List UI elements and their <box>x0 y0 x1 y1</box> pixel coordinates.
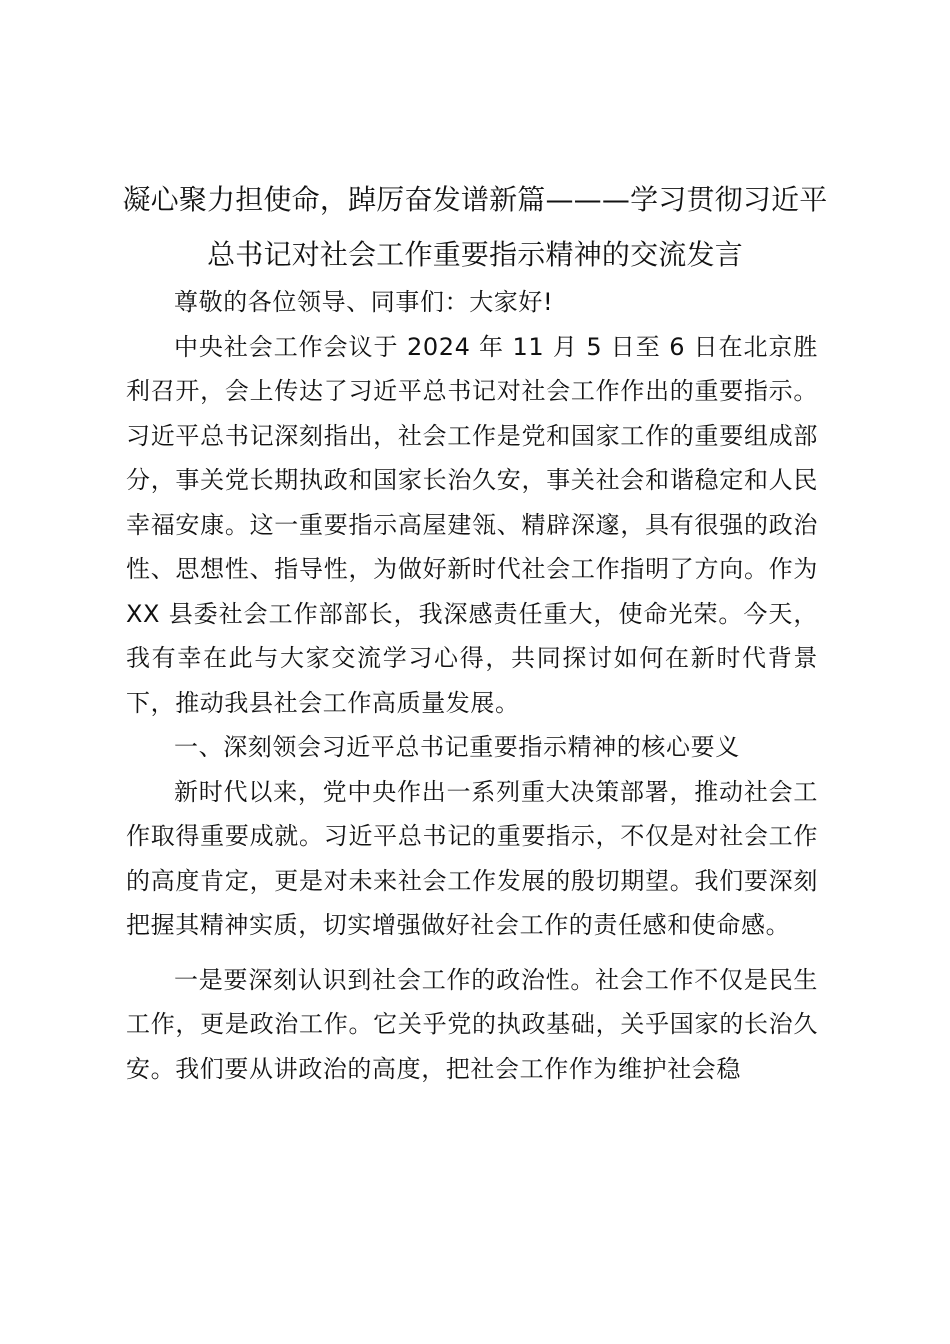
paragraph-section-1: 新时代以来，党中央作出一系列重大决策部署，推动社会工作取得重要成就。习近平总书记的重要指示，不仅是对社会工作的高度肯定，更是对未来社会工作发展的殷切期望。我们要深刻把握其精神实质，切实增强做好社会工作的责任感和使命感。 <box>126 777 818 939</box>
greeting: 尊敬的各位领导、同事们：大家好! <box>174 288 554 316</box>
paragraph-intro: 中央社会工作会议于 2024 年 11 月 5 日至 6 日在北京胜利召开，会上传达了习近平总书记对社会工作作出的重要指示。习近平总书记深刻指出，社会工作是党和国家工作的重要组成部分，事关党长期执政和国家长治久安，事关社会和谐稳定和人民幸福安康。这一重要指示高屋建瓴、精辟深邃，具有很强的政治性、思想性、指导性，为做好新时代社会工作指明了方向。作为 XX 县委社会工作部部长，我深感责任重大，使命光荣。今天，我有幸在此与大家交流学习心得，共同探讨如何在新时代背景下，推动我县社会工作高质量发展。 <box>126 332 818 717</box>
section-heading-1: 一、深刻领会习近平总书记重要指示精神的核心要义 <box>174 733 740 761</box>
document-title: 凝心聚力担使命，踔厉奋发谱新篇———学习贯彻习近平总书记对社会工作重要指示精神的交流发言 <box>122 183 828 271</box>
paragraph-point-1: 一是要深刻认识到社会工作的政治性。社会工作不仅是民生工作，更是政治工作。它关乎党的执政基础，关乎国家的长治久安。我们要从讲政治的高度，把社会工作作为维护社会稳 <box>126 965 818 1083</box>
document-body <box>126 280 818 1091</box>
